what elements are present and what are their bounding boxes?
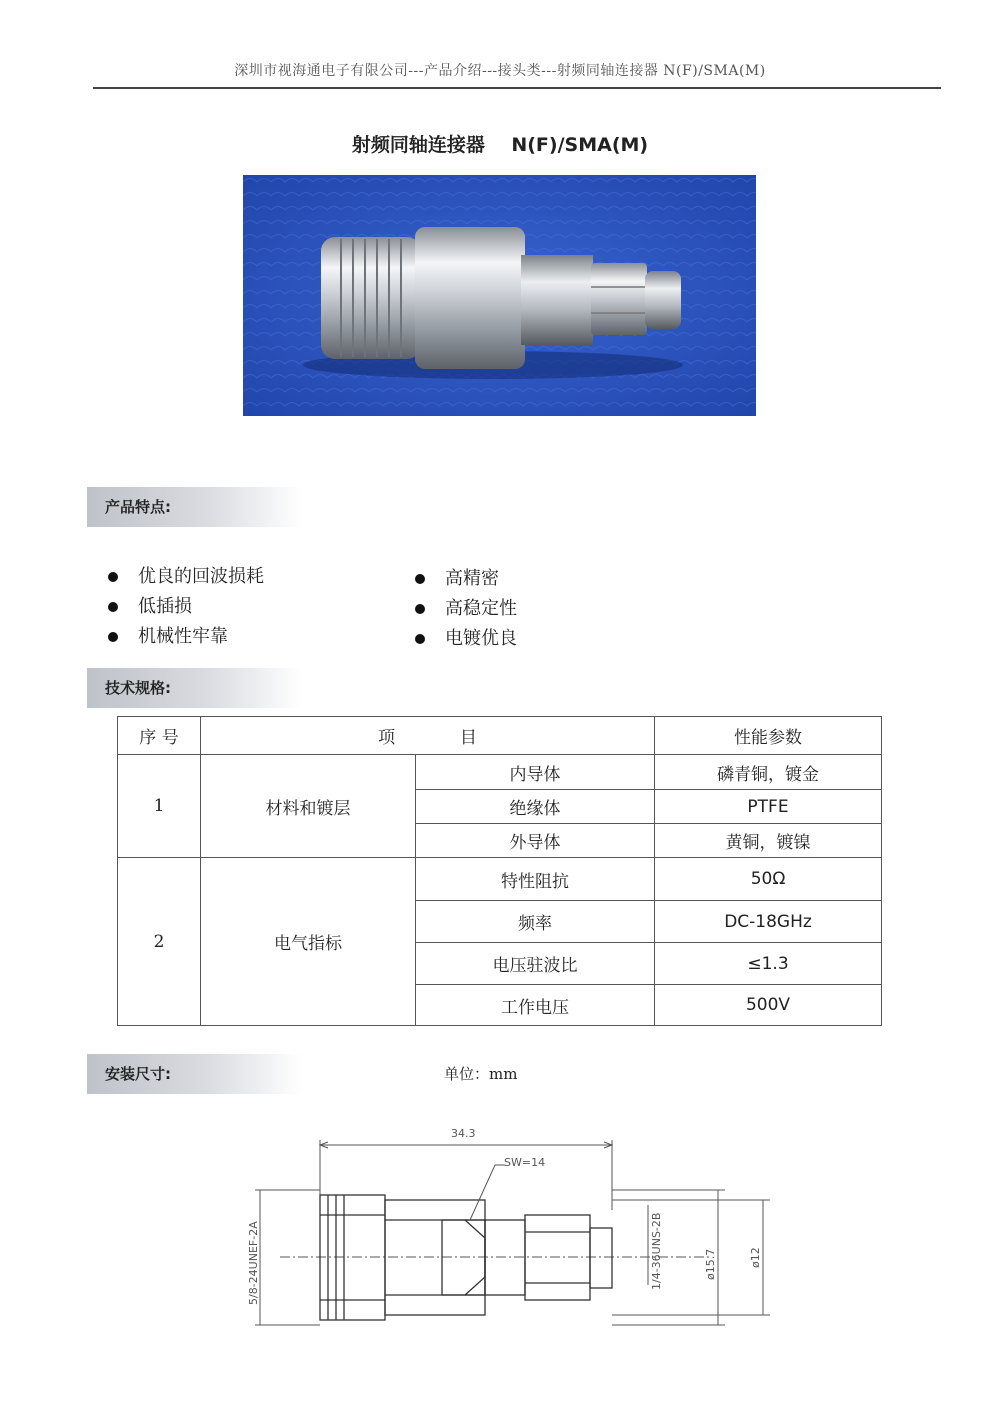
table-row bbox=[118, 858, 882, 901]
value-cell: 500V bbox=[655, 985, 882, 1026]
feature-item: 低插损 bbox=[108, 592, 264, 622]
header-divider bbox=[93, 87, 941, 89]
bullet-icon bbox=[108, 632, 118, 642]
section-label-specs: 技术规格: bbox=[87, 668, 302, 708]
bullet-icon bbox=[415, 574, 425, 584]
group-name: 材料和镀层 bbox=[201, 755, 416, 858]
bullet-icon bbox=[108, 602, 118, 612]
bullet-icon bbox=[415, 634, 425, 644]
dimension-drawing bbox=[240, 1120, 800, 1335]
feature-item: 高精密 bbox=[415, 564, 517, 594]
wrench-size-label: SW=14 bbox=[504, 1156, 546, 1169]
item-cell: 特性阻抗 bbox=[416, 858, 655, 901]
feature-list-right bbox=[415, 564, 517, 654]
item-cell: 内导体 bbox=[416, 755, 655, 790]
document-title: 射频同轴连接器 N(F)/SMA(M) bbox=[351, 134, 649, 156]
unit-label: 单位：mm bbox=[444, 1065, 518, 1083]
value-cell: 黄铜，镀镍 bbox=[655, 824, 882, 858]
item-cell: 绝缘体 bbox=[416, 790, 655, 824]
spec-table bbox=[117, 716, 882, 1026]
section-label-install: 安装尺寸: bbox=[87, 1054, 302, 1094]
header-index: 序 号 bbox=[118, 717, 201, 755]
product-photo bbox=[243, 175, 756, 416]
feature-item: 电镀优良 bbox=[415, 624, 517, 654]
thread-right-label: 1/4-36UNS-2B bbox=[650, 1212, 663, 1290]
feature-item: 优良的回波损耗 bbox=[108, 562, 264, 592]
value-cell: ≤1.3 bbox=[655, 943, 882, 985]
table-header-row bbox=[118, 717, 882, 755]
value-cell: DC-18GHz bbox=[655, 901, 882, 943]
value-cell: 50Ω bbox=[655, 858, 882, 901]
item-cell: 频率 bbox=[416, 901, 655, 943]
item-cell: 外导体 bbox=[416, 824, 655, 858]
value-cell: PTFE bbox=[655, 790, 882, 824]
feature-item: 高稳定性 bbox=[415, 594, 517, 624]
group-name: 电气指标 bbox=[201, 858, 416, 1026]
diameter-outer-label: ø15.7 bbox=[704, 1248, 717, 1280]
bullet-icon bbox=[415, 604, 425, 614]
item-cell: 电压驻波比 bbox=[416, 943, 655, 985]
diameter-inner-label: ø12 bbox=[749, 1247, 762, 1268]
group-index: 1 bbox=[118, 755, 201, 858]
feature-item: 机械性牢靠 bbox=[108, 622, 264, 652]
feature-list-left bbox=[108, 562, 264, 652]
table-row bbox=[118, 755, 882, 790]
length-dimension: 34.3 bbox=[451, 1127, 476, 1140]
header-item: 项 目 bbox=[201, 717, 655, 755]
group-index: 2 bbox=[118, 858, 201, 1026]
bullet-icon bbox=[108, 572, 118, 582]
header-value: 性能参数 bbox=[655, 717, 882, 755]
thread-left-label: 5/8-24UNEF-2A bbox=[247, 1221, 260, 1305]
item-cell: 工作电压 bbox=[416, 985, 655, 1026]
page-header: 深圳市视海通电子有限公司---产品介绍---接头类---射频同轴连接器 N(F)/SMA(M) bbox=[234, 63, 766, 79]
value-cell: 磷青铜，镀金 bbox=[655, 755, 882, 790]
section-label-features: 产品特点: bbox=[87, 487, 302, 527]
